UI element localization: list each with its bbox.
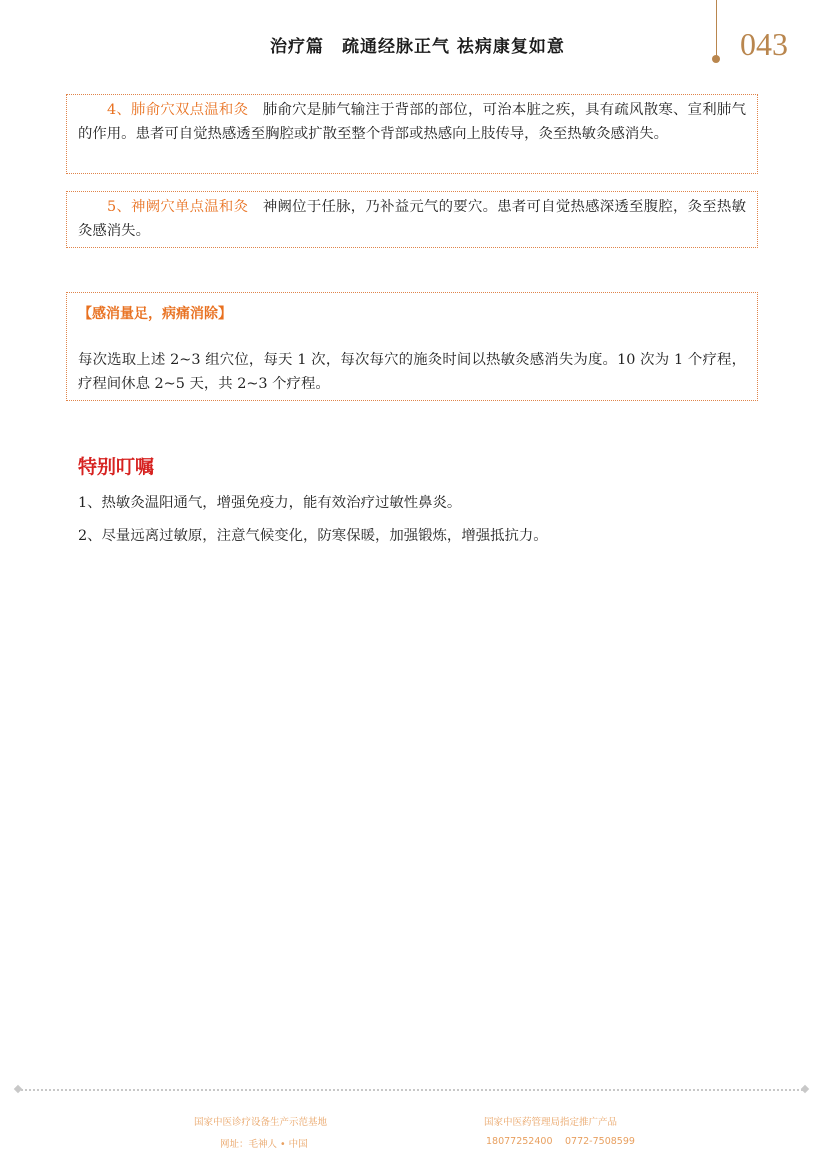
special-item: 2、尽量远离过敏原，注意气候变化，防寒保暖，加强锻炼，增强抵抗力。 [78, 528, 548, 544]
section-item5-heading: 5、神阙穴单点温和灸 [107, 199, 249, 215]
header-divider [716, 0, 717, 58]
section-item5 [66, 191, 758, 248]
section-item4-text: 肺俞穴是肺气输注于背部的部位，可治本脏之疾，具有疏风散寒、宣利肺气的作用。患者可自觉热感透至胸腔或扩散至整个背部或热感向上肢传导，灸至热敏灸感消失。 [78, 102, 746, 142]
section-item4-heading: 4、肺俞穴双点温和灸 [107, 102, 249, 118]
footer-diamond-icon [801, 1085, 809, 1093]
special-title: 特别叮嘱 [78, 456, 155, 478]
header-dot [712, 55, 720, 63]
footer-phone-landline: 0772-7508599 [565, 1136, 635, 1147]
section-item5-text: 神阙位于任脉，乃补益元气的要穴。患者可自觉热感深透至腹腔，灸至热敏灸感消失。 [78, 199, 746, 239]
section-dosage [66, 292, 758, 401]
footer-diamond-icon [14, 1085, 22, 1093]
footer-base-label: 国家中医诊疗设备生产示范基地 [194, 1117, 328, 1128]
footer-phone-mobile: 18077252400 [486, 1136, 553, 1147]
section-item4 [66, 94, 758, 174]
section-dosage-text: 每次选取上述 2~3 组穴位，每天 1 次，每次每穴的施灸时间以热敏灸感消失为度。10 次为 1 个疗程，疗程间休息 2~5 天，共 2~3 个疗程。 [78, 352, 746, 392]
footer-product-label: 国家中医药管理局指定推广产品 [484, 1117, 618, 1128]
footer-divider [18, 1089, 806, 1091]
section-dosage-title: 【感消量足，病痛消除】 [78, 306, 232, 322]
footer-website: 网址：毛神人 • 中国 [220, 1139, 308, 1150]
page-number: 043 [740, 26, 788, 62]
special-item: 1、热敏灸温阳通气，增强免疫力，能有效治疗过敏性鼻炎。 [78, 495, 462, 511]
header-title: 治疗篇 疏通经脉正气 祛病康复如意 [270, 37, 565, 57]
